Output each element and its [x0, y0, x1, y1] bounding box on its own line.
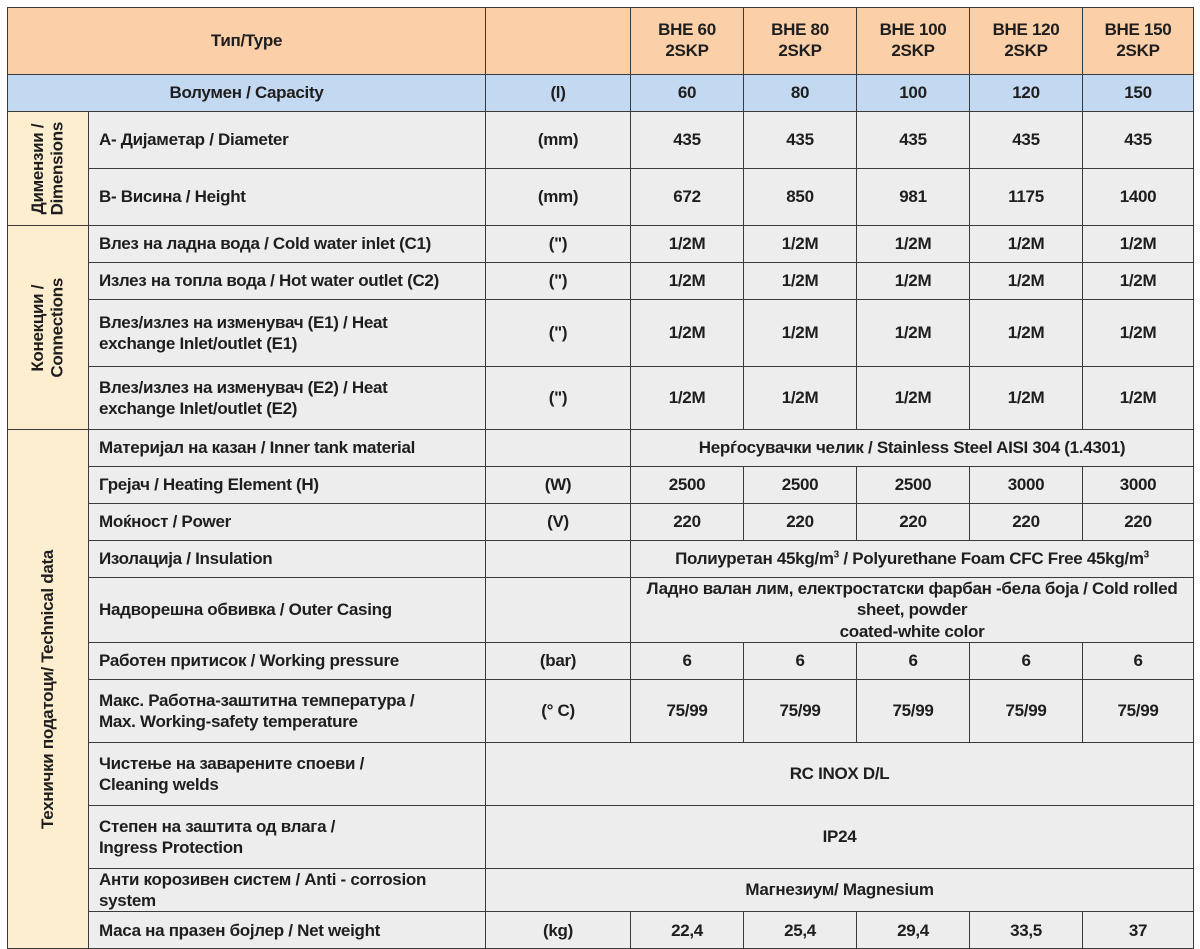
table-row [8, 868, 1194, 912]
group-label-text: Технички податоци/ Technical data [38, 549, 58, 829]
table-row [8, 367, 1194, 430]
row-value: 2500 [631, 467, 744, 504]
capacity-row [8, 75, 1194, 112]
row-label: Влез/излез на изменувач (E1) / Heat exchange Inlet/outlet (E1) [89, 300, 486, 367]
row-value: 1/2M [1083, 226, 1194, 263]
model-header: BHE 60 2SKP [631, 8, 744, 75]
row-value: 435 [1083, 112, 1194, 169]
group-label [8, 112, 89, 226]
row-unit: (V) [486, 504, 631, 541]
row-unit: (") [486, 226, 631, 263]
row-value-span: Магнезиум/ Magnesium [486, 868, 1194, 912]
row-value: 6 [631, 642, 744, 679]
row-value: 75/99 [1083, 679, 1194, 742]
model-header: BHE 80 2SKP [744, 8, 857, 75]
row-value: 6 [744, 642, 857, 679]
row-value: 1/2M [744, 263, 857, 300]
table-row [8, 300, 1194, 367]
model-header: BHE 120 2SKP [970, 8, 1083, 75]
row-value: 435 [631, 112, 744, 169]
table-row [8, 226, 1194, 263]
group-label [8, 430, 89, 949]
row-value: 1/2M [970, 226, 1083, 263]
row-unit [486, 430, 631, 467]
row-value: 2500 [857, 467, 970, 504]
row-value: 1/2M [857, 263, 970, 300]
row-value: 1/2M [631, 367, 744, 430]
row-value: 75/99 [631, 679, 744, 742]
table-row [8, 430, 1194, 467]
row-unit: (") [486, 263, 631, 300]
model-header: BHE 100 2SKP [857, 8, 970, 75]
row-value: 1/2M [1083, 367, 1194, 430]
row-value: 220 [631, 504, 744, 541]
row-label: Маса на празен бојлер / Net weight [89, 912, 486, 949]
table-row [8, 541, 1194, 578]
row-value-span [631, 541, 1194, 578]
row-label: А- Дијаметар / Diameter [89, 112, 486, 169]
row-value: 1/2M [1083, 300, 1194, 367]
row-value-span: RC INOX D/L [486, 742, 1194, 805]
row-unit: (mm) [486, 169, 631, 226]
row-unit: (mm) [486, 112, 631, 169]
row-label: Моќност / Power [89, 504, 486, 541]
row-value-span: Нерѓосувачки челик / Stainless Steel AISI 304 (1.4301) [631, 430, 1194, 467]
row-value: 75/99 [970, 679, 1083, 742]
superscript: 3 [833, 549, 839, 561]
row-label: Надворешна обвивка / Outer Casing [89, 578, 486, 643]
row-value: 220 [1083, 504, 1194, 541]
row-value: 3000 [1083, 467, 1194, 504]
table-row [8, 642, 1194, 679]
row-value: 1/2M [1083, 263, 1194, 300]
row-label: Влез на ладна вода / Cold water inlet (C1) [89, 226, 486, 263]
row-value: 1/2M [970, 300, 1083, 367]
spec-table [7, 7, 1194, 949]
group-label [8, 226, 89, 430]
row-unit: (") [486, 367, 631, 430]
row-value: 6 [1083, 642, 1194, 679]
row-value: 1/2M [744, 367, 857, 430]
type-label: Тип/Type [8, 8, 486, 75]
row-value-span: Ладно валан лим, електростатски фарбан -бела боја / Cold rolled sheet, powder coated-white color [631, 578, 1194, 643]
table-row [8, 467, 1194, 504]
table-row [8, 169, 1194, 226]
row-label: Работен притисок / Working pressure [89, 642, 486, 679]
row-value: 1/2M [857, 367, 970, 430]
table-row [8, 263, 1194, 300]
row-value: 435 [970, 112, 1083, 169]
table-row [8, 679, 1194, 742]
row-value: 220 [970, 504, 1083, 541]
span-text: Полиуретан 45kg/m [675, 549, 834, 569]
capacity-value: 80 [744, 75, 857, 112]
table-row [8, 578, 1194, 643]
row-value: 22,4 [631, 912, 744, 949]
row-value: 25,4 [744, 912, 857, 949]
row-value: 1/2M [970, 263, 1083, 300]
table-row [8, 912, 1194, 949]
row-value: 1/2M [631, 226, 744, 263]
row-unit [486, 578, 631, 643]
span-text: / Polyurethane Foam CFC Free 45kg/m [838, 549, 1144, 569]
row-value: 220 [744, 504, 857, 541]
row-unit: (° C) [486, 679, 631, 742]
capacity-value: 100 [857, 75, 970, 112]
capacity-value: 150 [1083, 75, 1194, 112]
row-value: 6 [970, 642, 1083, 679]
row-label: Степен на заштита од влага / Ingress Protection [89, 805, 486, 868]
row-value: 37 [1083, 912, 1194, 949]
row-label: Анти корозивен систем / Anti - corrosion system [89, 868, 486, 912]
header-row [8, 8, 1194, 75]
row-value: 435 [744, 112, 857, 169]
row-value: 33,5 [970, 912, 1083, 949]
row-value: 672 [631, 169, 744, 226]
row-label: Чистење на заварените споеви / Cleaning welds [89, 742, 486, 805]
table-row [8, 504, 1194, 541]
row-label: Макс. Работна-заштитна температура / Max. Working-safety temperature [89, 679, 486, 742]
row-label: Изолација / Insulation [89, 541, 486, 578]
row-value: 1/2M [857, 226, 970, 263]
row-value-span: IP24 [486, 805, 1194, 868]
row-value: 981 [857, 169, 970, 226]
row-value: 6 [857, 642, 970, 679]
row-value: 1/2M [631, 300, 744, 367]
row-unit: (bar) [486, 642, 631, 679]
row-value: 1/2M [744, 300, 857, 367]
row-value: 29,4 [857, 912, 970, 949]
row-value: 435 [857, 112, 970, 169]
table-row [8, 742, 1194, 805]
model-header: BHE 150 2SKP [1083, 8, 1194, 75]
capacity-value: 60 [631, 75, 744, 112]
row-unit: (W) [486, 467, 631, 504]
row-value: 1175 [970, 169, 1083, 226]
type-unit-cell [486, 8, 631, 75]
row-value: 1/2M [970, 367, 1083, 430]
row-value: 1/2M [744, 226, 857, 263]
table-row [8, 112, 1194, 169]
row-label: Влез/излез на изменувач (E2) / Heat exchange Inlet/outlet (E2) [89, 367, 486, 430]
row-unit: (kg) [486, 912, 631, 949]
row-value: 1/2M [857, 300, 970, 367]
row-label: В- Висина / Height [89, 169, 486, 226]
row-value: 220 [857, 504, 970, 541]
row-value: 850 [744, 169, 857, 226]
row-value: 3000 [970, 467, 1083, 504]
row-value: 2500 [744, 467, 857, 504]
row-label: Грејач / Heating Element (H) [89, 467, 486, 504]
capacity-label: Волумен / Capacity [8, 75, 486, 112]
row-value: 1/2M [631, 263, 744, 300]
row-unit: (") [486, 300, 631, 367]
row-label: Материјал на казан / Inner tank material [89, 430, 486, 467]
group-label-text: Конекции / Connections [28, 277, 67, 378]
row-value: 75/99 [857, 679, 970, 742]
superscript: 3 [1143, 549, 1149, 561]
row-value: 1400 [1083, 169, 1194, 226]
row-value: 75/99 [744, 679, 857, 742]
capacity-value: 120 [970, 75, 1083, 112]
table-row [8, 805, 1194, 868]
row-label: Излез на топла вода / Hot water outlet (C2) [89, 263, 486, 300]
group-label-text: Димензии / Dimensions [28, 121, 67, 216]
row-unit [486, 541, 631, 578]
capacity-unit: (l) [486, 75, 631, 112]
